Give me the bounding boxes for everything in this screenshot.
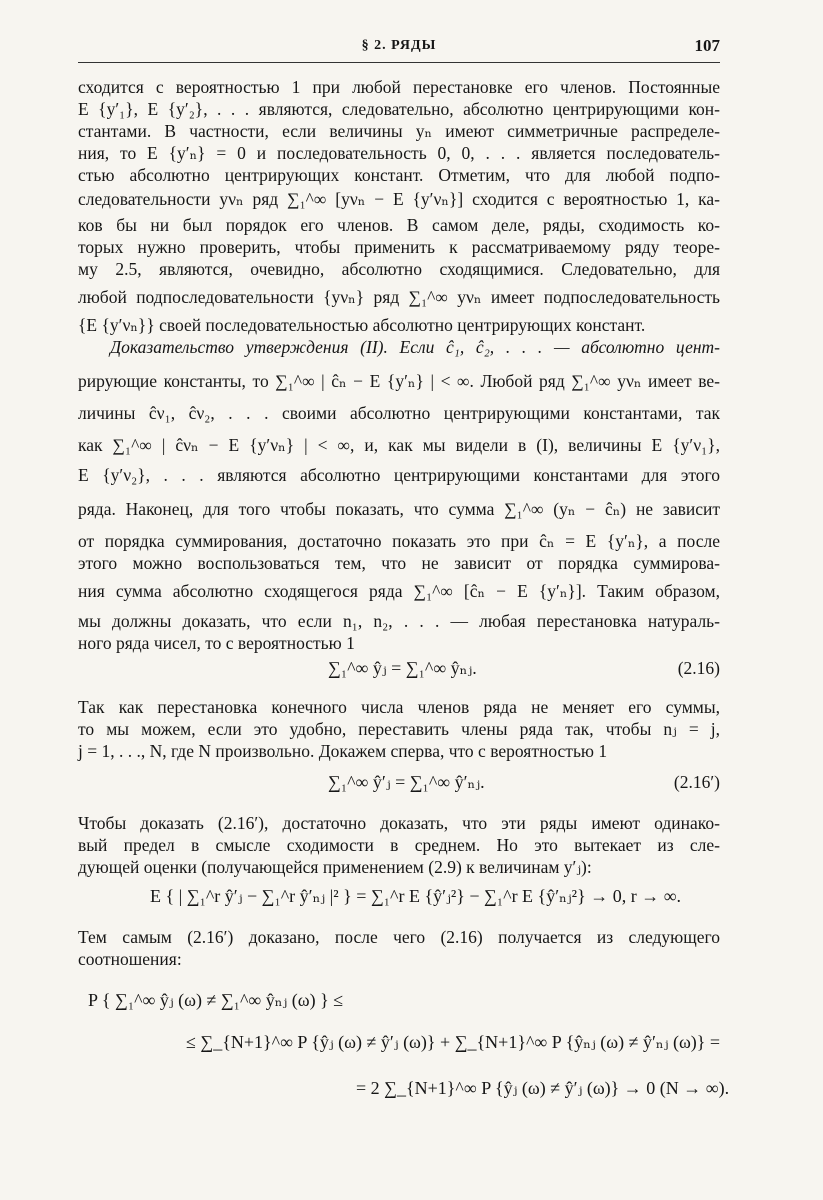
text-line: мы должны доказать, что если n₁, n₂, . . . — любая перестановка натураль- bbox=[78, 611, 720, 631]
equation-probability-line-3: = 2 ∑_{N+1}^∞ P {ŷⱼ (ω) ≠ ŷ′ⱼ (ω)} → 0 (N → ∞). bbox=[356, 1078, 730, 1098]
text-line: ния, то E {y′ₙ} = 0 и последовательность 0, 0, . . . является последователь- bbox=[78, 143, 720, 163]
equation-mean-square-estimate: E { | ∑₁^r ŷ′ⱼ − ∑₁^r ŷ′ₙⱼ |² } = ∑₁^r E {ŷ′ⱼ²} − ∑₁^r E {ŷ′ₙⱼ²} → 0, r → ∞. bbox=[150, 886, 682, 906]
equation-2-16: ∑₁^∞ ŷⱼ = ∑₁^∞ ŷₙⱼ. bbox=[328, 658, 477, 678]
text-line: стью абсолютно центрирующих констант. Отметим, что для любой подпо- bbox=[78, 165, 720, 185]
text-line: личины ĉν₁, ĉν₂, . . . своими абсолютно центрирующими константами, так bbox=[78, 403, 720, 423]
text-line: му 2.5, являются, очевидно, абсолютно сходящимися. Следовательно, для bbox=[78, 259, 720, 279]
text-line: Так как перестановка конечного числа членов ряда не меняет его суммы, bbox=[78, 697, 720, 717]
text-line: ния сумма абсолютно сходящегося ряда ∑₁^∞ [ĉₙ − E {y′ₙ}]. Таким образом, bbox=[78, 581, 720, 601]
text-line: как ∑₁^∞ | ĉνₙ − E {y′νₙ} | < ∞, и, как мы видели в (I), величины E {y′ν₁}, bbox=[78, 435, 720, 455]
text-line: сходится с вероятностью 1 при любой перестановке его членов. Постоянные bbox=[78, 77, 720, 97]
text-line: стантами. В частности, если величины yₙ имеют симметричные распределе- bbox=[78, 121, 720, 141]
equation-label-2-16: (2.16) bbox=[677, 658, 720, 678]
text-line: рирующие константы, то ∑₁^∞ | ĉₙ − E {y′ₙ} | < ∞. Любой ряд ∑₁^∞ yνₙ имеет ве- bbox=[78, 371, 720, 391]
text-line: {E {y′νₙ}} своей последовательностью абсолютно центрирующих констант. bbox=[78, 315, 646, 335]
text-line: соотношения: bbox=[78, 949, 182, 969]
section-title: § 2. РЯДЫ bbox=[361, 38, 437, 53]
text-line: то мы можем, если это удобно, переставить члены ряда так, чтобы nⱼ = j, bbox=[78, 719, 720, 739]
text-line: следовательности yνₙ ряд ∑₁^∞ [yνₙ − E {y′νₙ}] сходится с вероятностью 1, ка- bbox=[78, 189, 720, 209]
text-line: Чтобы доказать (2.16′), достаточно доказать, что эти ряды имеют одинако- bbox=[78, 813, 720, 833]
text-line: дующей оценки (получающейся применением (2.9) к величинам y′ⱼ): bbox=[78, 857, 592, 877]
text-line: E {y′ν₂}, . . . являются абсолютно центрирующими константами для этого bbox=[78, 465, 720, 485]
text-line: от порядка суммирования, достаточно показать это при ĉₙ = E {y′ₙ}, а после bbox=[78, 531, 720, 551]
proof-heading-line: Доказательство утверждения (II). Если ĉ₁, ĉ₂, . . . — абсолютно цент- bbox=[110, 337, 720, 357]
text-line: ного ряда чисел, то с вероятностью 1 bbox=[78, 633, 355, 653]
text-line: j = 1, . . ., N, где N произвольно. Докажем сперва, что с вероятностью 1 bbox=[78, 741, 608, 761]
text-line: ков бы ни был порядок его членов. В самом деле, ряды, сходимость ко- bbox=[78, 215, 720, 235]
equation-label-2-16-prime: (2.16′) bbox=[673, 772, 720, 792]
text-line: Тем самым (2.16′) доказано, после чего (2.16) получается из следующего bbox=[78, 927, 720, 947]
text-line: E {y′₁}, E {y′₂}, . . . являются, следовательно, абсолютно центрирующими кон- bbox=[78, 99, 720, 119]
text-line: ряда. Наконец, для того чтобы показать, что сумма ∑₁^∞ (yₙ − ĉₙ) не зависит bbox=[78, 499, 720, 519]
text-line: этого можно воспользоваться тем, что не зависит от порядка суммирова- bbox=[78, 553, 720, 573]
text-line: любой подпоследовательности {yνₙ} ряд ∑₁^∞ yνₙ имеет подпоследовательность bbox=[78, 287, 720, 307]
page-number: 107 bbox=[694, 36, 720, 55]
text-line: торых нужно проверить, чтобы применить к рассматриваемому ряду теоре- bbox=[78, 237, 720, 257]
page-header bbox=[78, 36, 720, 63]
equation-probability-line-1: P { ∑₁^∞ ŷⱼ (ω) ≠ ∑₁^∞ ŷₙⱼ (ω) } ≤ bbox=[88, 990, 344, 1010]
text-line: вый предел в смысле сходимости в среднем. Но это вытекает из сле- bbox=[78, 835, 720, 855]
equation-probability-line-2: ≤ ∑_{N+1}^∞ P {ŷⱼ (ω) ≠ ŷ′ⱼ (ω)} + ∑_{N+1}^∞ P {ŷₙⱼ (ω) ≠ ŷ′ₙⱼ (ω)} = bbox=[186, 1032, 721, 1052]
equation-2-16-prime: ∑₁^∞ ŷ′ⱼ = ∑₁^∞ ŷ′ₙⱼ. bbox=[328, 772, 485, 792]
